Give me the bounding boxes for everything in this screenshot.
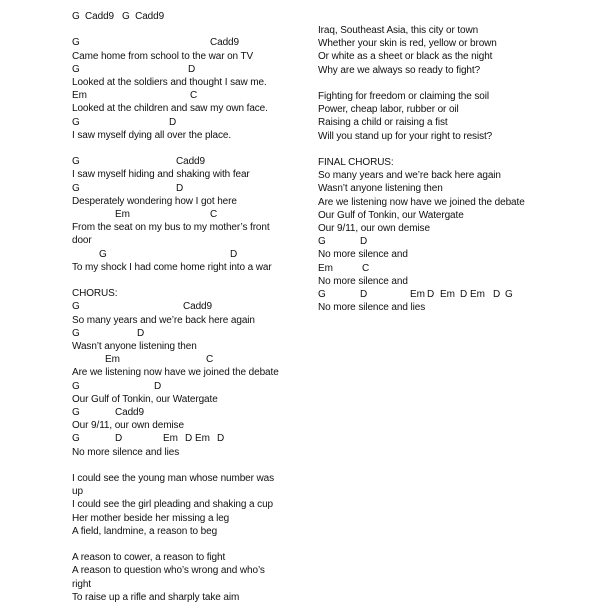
chord: G xyxy=(72,182,80,194)
lyric-line: up xyxy=(72,486,83,498)
lyric-line: Looked at the children and saw my own face. xyxy=(72,103,268,115)
chord: G xyxy=(72,37,80,49)
lyric-line: Desperately wondering how I got here xyxy=(72,195,237,207)
chord: D xyxy=(460,289,468,300)
chord: C xyxy=(210,209,218,220)
lyric-line: I could see the girl pleading and shaking a cup xyxy=(72,499,273,511)
chord: D xyxy=(360,289,368,300)
lyric-line: Why are we always so ready to fight? xyxy=(318,64,481,76)
section-heading: CHORUS: xyxy=(72,288,118,300)
chord: Cadd9 xyxy=(210,37,239,49)
chord: Cadd9 xyxy=(176,156,205,168)
chord: G xyxy=(72,380,80,392)
chord: D xyxy=(176,182,184,194)
lyric-line: So many years and we’re back here again xyxy=(72,314,255,326)
lyric-line: Whether your skin is red, yellow or brown xyxy=(318,38,497,50)
lyric-line: Her mother beside her missing a leg xyxy=(72,512,230,524)
section-heading: FINAL CHORUS: xyxy=(318,157,394,168)
chord: Em xyxy=(163,433,178,445)
lyric-line: A reason to cower, a reason to fight xyxy=(72,552,226,564)
chord: Em xyxy=(470,289,485,300)
lyric-line: A reason to question who’s wrong and who’s xyxy=(72,565,265,577)
chord: G xyxy=(318,236,326,248)
chord: D xyxy=(230,248,238,260)
chord: G xyxy=(72,156,80,168)
lyric-line: Wasn’t anyone listening then xyxy=(72,341,197,352)
chord: G xyxy=(72,301,80,313)
lyric-line: Raising a child or raising a fist xyxy=(318,117,448,129)
chord: G xyxy=(72,433,80,445)
lyric-line: Our 9/11, our own demise xyxy=(72,420,184,432)
lyric-line: Iraq, Southeast Asia, this city or town xyxy=(318,25,479,36)
chord: D xyxy=(137,327,145,339)
chord: Em xyxy=(410,289,425,300)
lyric-line: Are we listening now have we joined the debate xyxy=(72,367,279,379)
lyric-line: I could see the young man whose number was xyxy=(72,473,275,484)
chord: G xyxy=(72,63,80,75)
lyric-line: right xyxy=(72,578,91,590)
chord: G xyxy=(505,289,513,300)
chord: Cadd9 xyxy=(115,407,144,418)
chord: Em xyxy=(318,262,333,274)
lyric-line: Will you stand up for your right to resist? xyxy=(318,130,493,142)
lyric-line: Or white as a sheet or black as the night xyxy=(318,51,493,63)
lyric-line: Are we listening now have we joined the debate xyxy=(318,196,525,208)
lyric-line: To my shock I had come home right into a war xyxy=(72,261,272,273)
lyric-line: G Cadd9 G Cadd9 xyxy=(72,11,165,22)
lyric-line: door xyxy=(72,235,92,247)
chord: G xyxy=(99,248,107,260)
lyric-line: Power, cheap labor, rubber or oil xyxy=(318,104,459,116)
lyric-line: Our Gulf of Tonkin, our Watergate xyxy=(72,393,218,405)
chord: D xyxy=(427,289,435,300)
chord: D xyxy=(185,433,193,445)
lyric-line: From the seat on my bus to my mother’s front xyxy=(72,222,270,234)
chord: G xyxy=(72,116,80,128)
chord: D xyxy=(169,116,177,128)
chord: D xyxy=(493,289,501,300)
lyric-line: Our 9/11, our own demise xyxy=(318,223,430,234)
chord: D xyxy=(188,63,196,75)
lyric-line: To raise up a rifle and sharply take aim xyxy=(72,591,240,603)
chord: Em xyxy=(195,433,210,445)
chord: G xyxy=(318,289,326,300)
chord: Em xyxy=(105,354,120,366)
chord: Cadd9 xyxy=(183,301,212,313)
lyric-line: A field, landmine, a reason to beg xyxy=(72,525,218,537)
chord: D xyxy=(115,433,123,445)
lyric-line: No more silence and lies xyxy=(72,446,180,458)
chord: D xyxy=(154,380,162,392)
lyric-line: Came home from school to the war on TV xyxy=(72,50,254,62)
chord: G xyxy=(72,327,80,339)
chord: D xyxy=(217,433,225,445)
chord: Em xyxy=(72,90,87,102)
lyric-line: No more silence and lies xyxy=(318,302,426,314)
lyric-line: Looked at the soldiers and thought I saw me. xyxy=(72,77,267,88)
chord: C xyxy=(206,354,214,366)
chord: Em xyxy=(440,289,455,300)
chord: C xyxy=(190,90,198,102)
chord: D xyxy=(360,236,368,248)
lyric-line: I saw myself dying all over the place. xyxy=(72,129,232,141)
lyric-line: So many years and we’re back here again xyxy=(318,170,501,182)
lyric-line: I saw myself hiding and shaking with fear xyxy=(72,169,250,181)
chord: G xyxy=(72,407,80,418)
lyric-line: Our Gulf of Tonkin, our Watergate xyxy=(318,209,464,221)
lyric-line: No more silence and xyxy=(318,275,408,287)
chord: C xyxy=(362,262,370,274)
chord: Em xyxy=(115,209,130,220)
lyric-line: Wasn’t anyone listening then xyxy=(318,183,443,195)
lyric-line: Fighting for freedom or claiming the soil xyxy=(318,91,489,102)
lyric-line: No more silence and xyxy=(318,249,408,261)
